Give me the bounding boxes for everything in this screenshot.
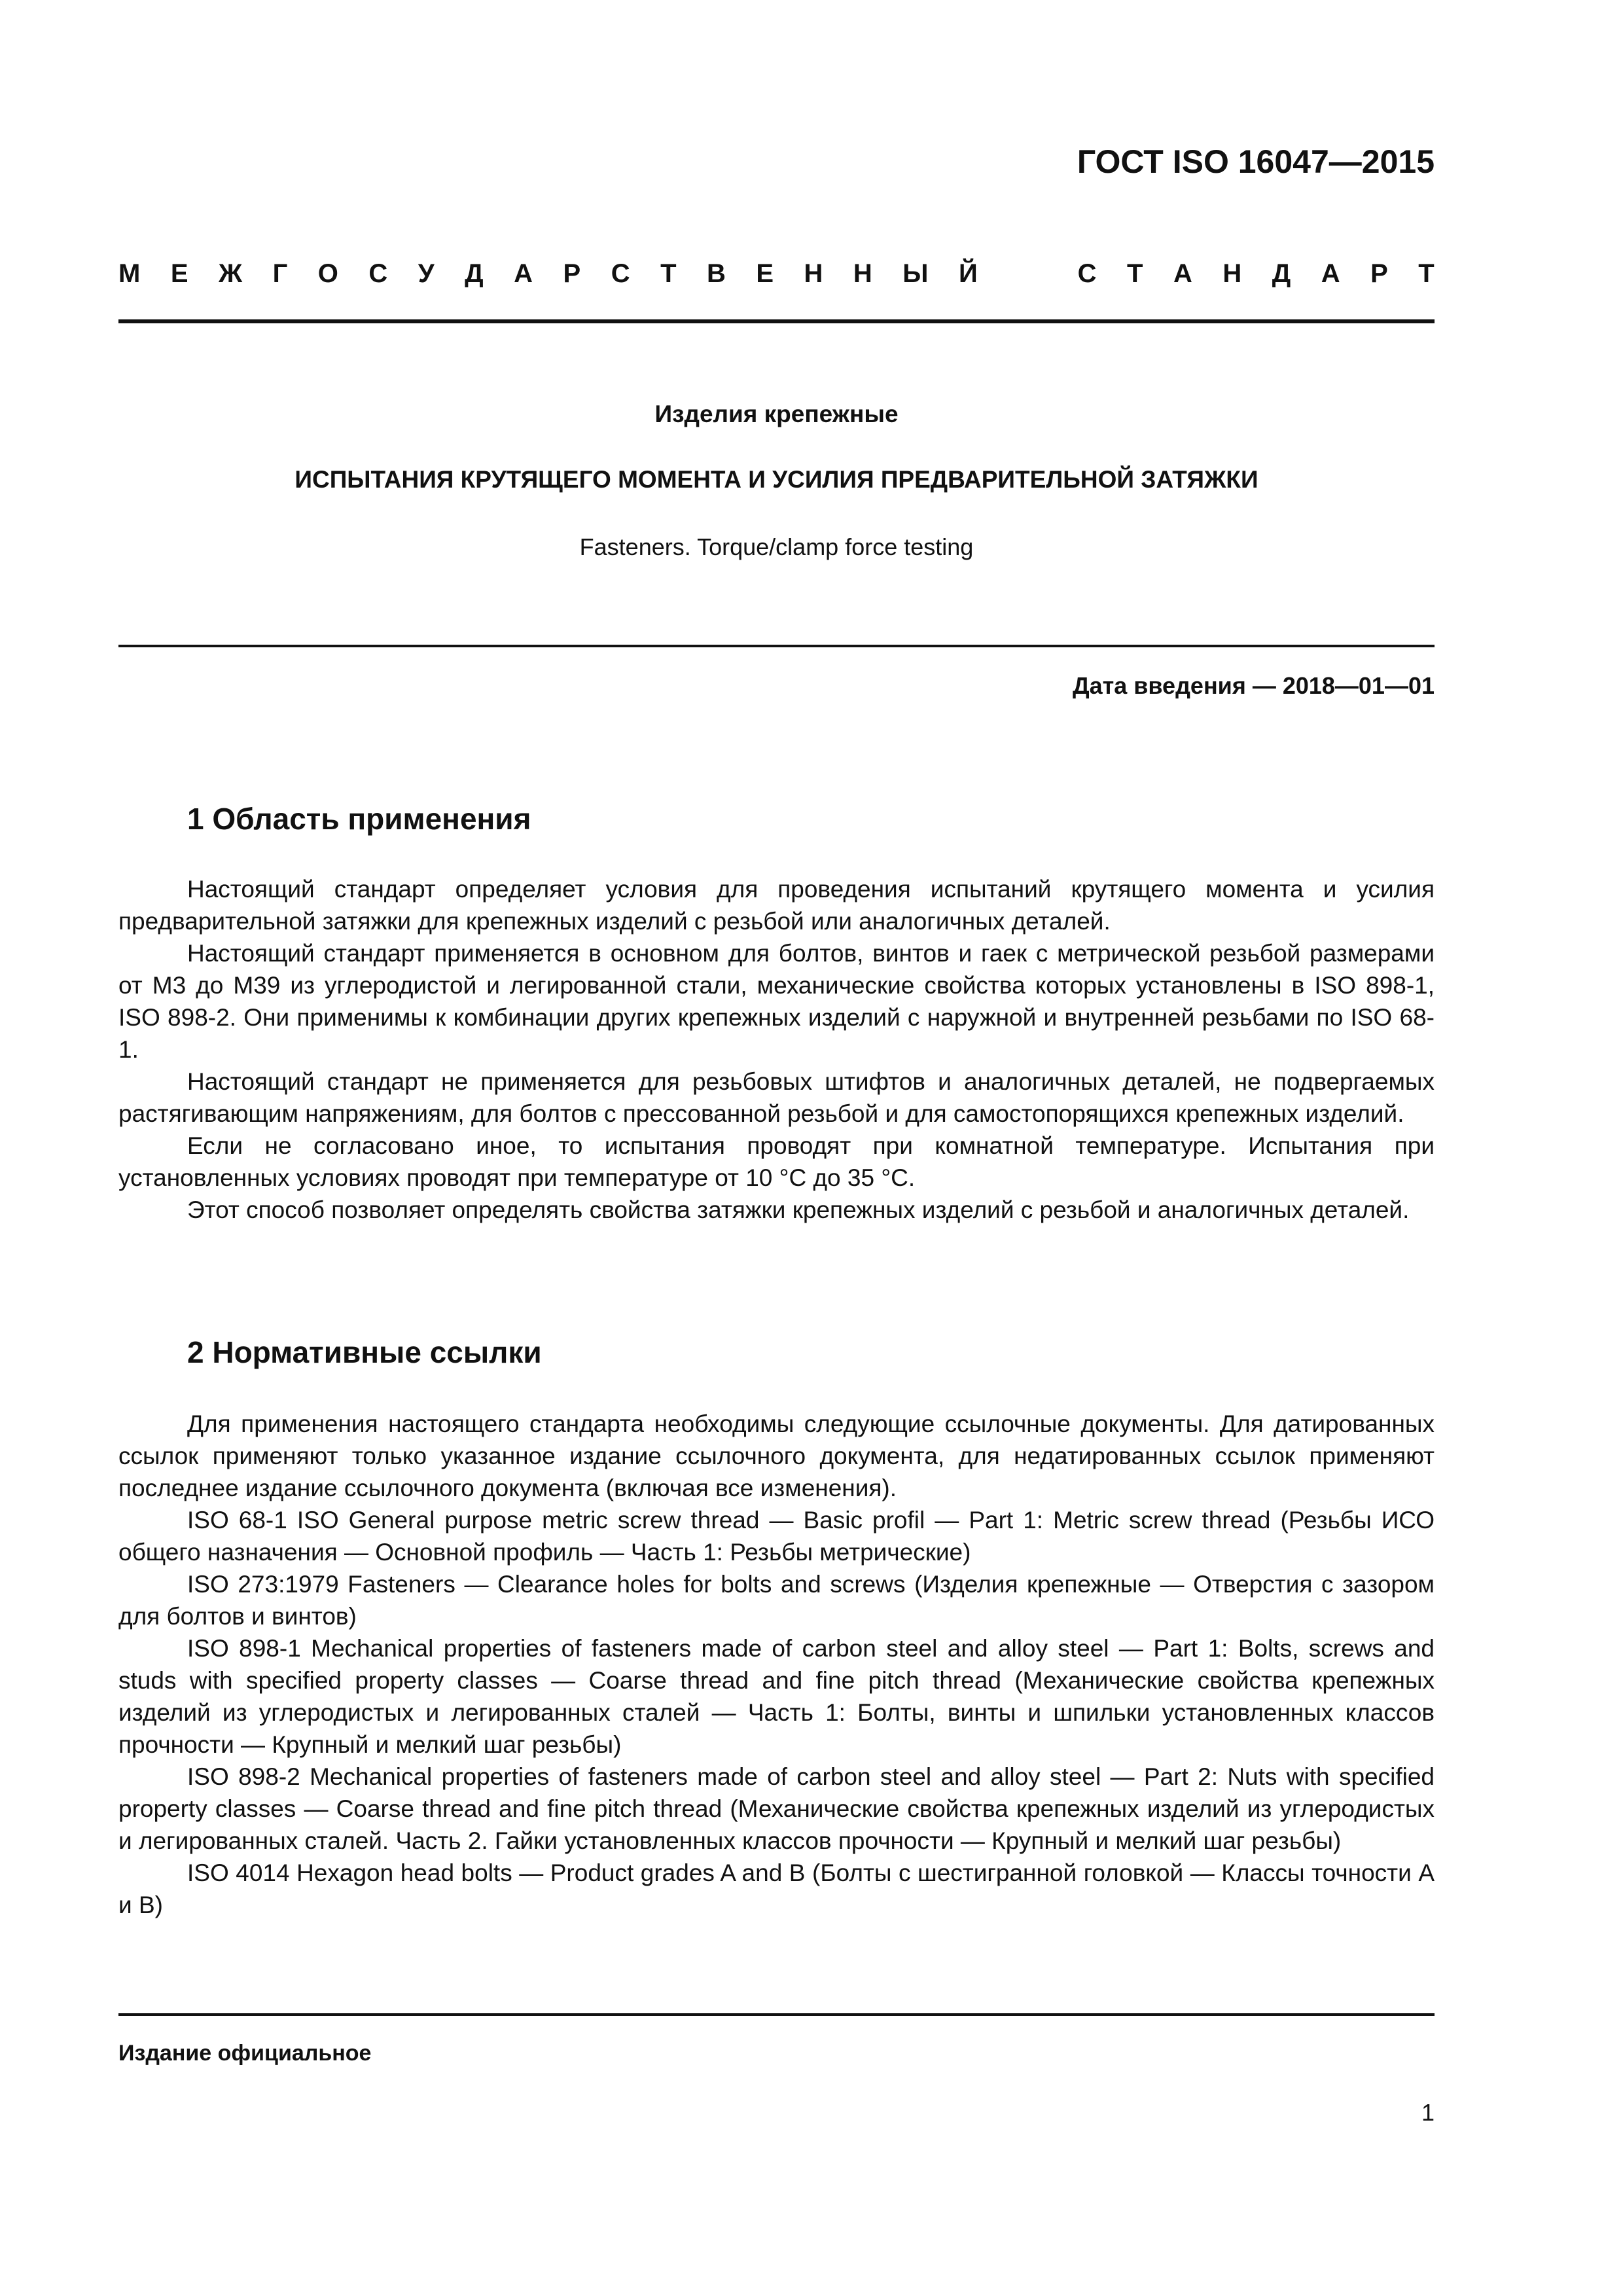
letter: С [368, 259, 388, 288]
page-number: 1 [1421, 2099, 1435, 2126]
document-title-english: Fasteners. Torque/clamp force testing [579, 533, 974, 560]
letter: Е [170, 259, 188, 288]
letter: Н [853, 259, 872, 288]
letter: А [514, 259, 533, 288]
document-title: ИСПЫТАНИЯ КРУТЯЩЕГО МОМЕНТА И УСИЛИЯ ПРЕДВАРИТЕЛЬНОЙ ЗАТЯЖКИ [294, 466, 1258, 493]
section-heading: 1 Область применения [187, 802, 531, 836]
letter: Р [1370, 259, 1388, 288]
paragraph: Настоящий стандарт определяет условия для проведения испытаний крутящего момента и усилия предварительной затяжки для крепежных изделий с резьбой или аналогичных деталей. [118, 876, 1435, 935]
letter: Р [563, 259, 581, 288]
letter: С [1077, 259, 1097, 288]
footer-divider [118, 2013, 1435, 2016]
paragraph: Настоящий стандарт не применяется для резьбовых штифтов и аналогичных деталей, не подвергаемых растягивающим напряжениям, для болтов с прессованной резьбой и для самостопорящихся крепежных изделий. [118, 1068, 1435, 1127]
letter: Ж [218, 259, 243, 288]
introduction-date: Дата введения — 2018—01—01 [1072, 672, 1435, 699]
letter: Г [272, 259, 288, 288]
section-body [118, 1408, 1435, 1921]
edition-label: Издание официальное [118, 2041, 372, 2066]
document-subtitle: Изделия крепежные [654, 401, 899, 427]
paragraph: Для применения настоящего стандарта необходимы следующие ссылочные документы. Для датированных ссылок применяют только указанное издание ссылочного документа, для недатированных ссылок применяют последнее издание ссылочного документа (включая все изменения). [118, 1410, 1435, 1501]
letter: Т [660, 259, 677, 288]
letter: Й [958, 259, 978, 288]
paragraph: Этот способ позволяет определять свойства затяжки крепежных изделий с резьбой и аналогичных деталей. [187, 1196, 1410, 1223]
letter: Е [756, 259, 774, 288]
section-heading: 2 Нормативные ссылки [187, 1335, 542, 1369]
reference-item: ISO 273:1979 Fasteners — Clearance holes for bolts and screws (Изделия крепежные — Отверстия с зазором для болтов и винтов) [118, 1571, 1435, 1630]
reference-item: ISO 4014 Hexagon head bolts — Product grades A and B (Болты с шестигранной головкой — Классы точности А и В) [118, 1859, 1435, 1918]
reference-item: ISO 898-2 Mechanical properties of fasteners made of carbon steel and alloy steel — Part 2: Nuts with specified property classes — Coarse thread and fine pitch thread (Механические свойства крепежных изделий из углеродистых и легированных сталей. Часть 2. Гайки установленных классов прочности — Крупный и мелкий шаг резьбы) [118, 1763, 1435, 1854]
letter: М [118, 259, 141, 288]
document-number: ГОСТ ISO 16047—2015 [1077, 143, 1435, 180]
letter: А [1321, 259, 1340, 288]
paragraph: Если не согласовано иное, то испытания проводят при комнатной температуре. Испытания при установленных условиях проводят при температуре от 10 °С до 35 °С. [118, 1132, 1435, 1191]
paragraph: Настоящий стандарт применяется в основном для болтов, винтов и гаек с метрической резьбой размерами от М3 до М39 из углеродистой и легированной стали, механические свойства которых установлены в ISO 898-1, ISO 898-2. Они применимы к комбинации других крепежных изделий с наружной и внутренней резьбами по ISO 68-1. [118, 940, 1435, 1063]
letter: У [418, 259, 435, 288]
letter: Д [1272, 259, 1291, 288]
letter: Т [1418, 259, 1435, 288]
header-divider [118, 319, 1435, 323]
letter: С [611, 259, 630, 288]
section-body [118, 873, 1435, 1226]
title-divider [118, 645, 1435, 647]
standard-type-label [118, 259, 1435, 289]
letter: О [317, 259, 338, 288]
letter: Н [1222, 259, 1242, 288]
reference-item: ISO 898-1 Mechanical properties of fasteners made of carbon steel and alloy steel — Part 1: Bolts, screws and studs with specified property classes — Coarse thread and fine pitch thread (Механические свойства крепежных изделий из углеродистых и легированных сталей — Часть 1: Болты, винты и шпильки установленных классов прочности — Крупный и мелкий шаг резьбы) [118, 1635, 1435, 1758]
letter: В [706, 259, 726, 288]
letter: А [1173, 259, 1192, 288]
letter: Н [804, 259, 823, 288]
letter: Д [465, 259, 484, 288]
letter: Т [1127, 259, 1143, 288]
reference-item: ISO 68-1 ISO General purpose metric screw thread — Basic profil — Part 1: Metric screw thread (Резьбы ИСО общего назначения — Основной профиль — Часть 1: Резьбы метрические) [118, 1507, 1435, 1566]
letter: Ы [902, 259, 929, 288]
